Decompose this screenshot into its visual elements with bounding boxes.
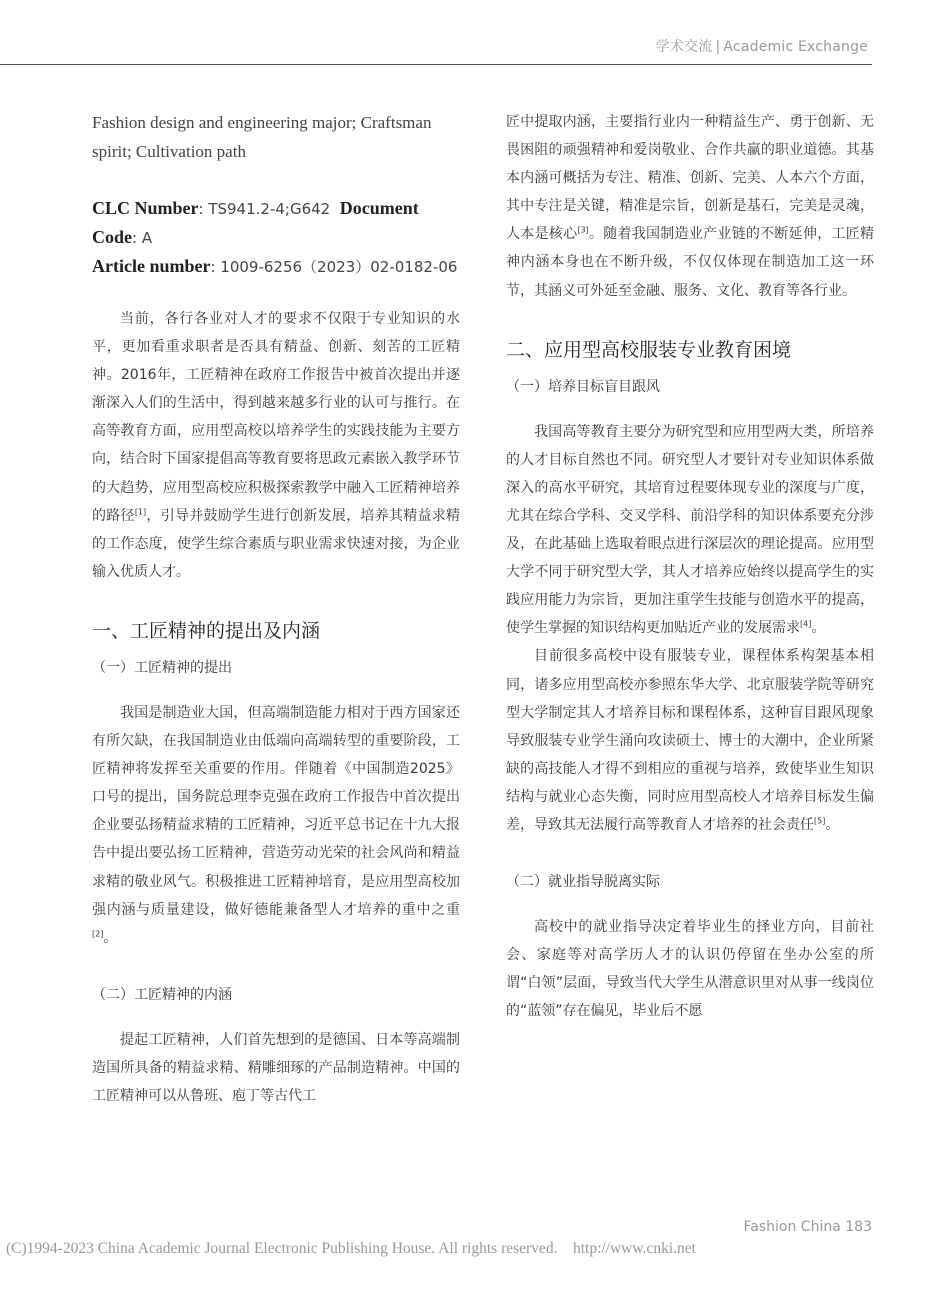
page-footer <box>744 1219 872 1235</box>
journal-name: Fashion China <box>743 1219 841 1235</box>
doc-label: Document Code <box>92 198 419 247</box>
paragraph-1-2-cont-text: 匠中提取内涵，主要指行业内一种精益生产、勇于创新、无畏困阻的顽强精神和爱岗敬业、合作共赢的职业道德。其基本内涵可概括为专注、精准、创新、完美、人本六个方面，其中专注是关键，精准是宗旨，创新是基石，完美是灵魂，人本是核心 <box>506 114 874 243</box>
paragraph-2-2 <box>506 642 874 839</box>
clc-label: CLC Number <box>92 198 199 218</box>
running-header <box>656 36 868 56</box>
header-section-en: Academic Exchange <box>723 39 868 55</box>
paragraph-1-1-tail: 。 <box>103 929 118 946</box>
cnki-url[interactable]: http://www.cnki.net <box>572 1240 696 1257</box>
subsection-1-2-heading: （二）工匠精神的内涵 <box>92 986 232 1003</box>
clc-line: CLC Number: TS941.2-4;G642 Document Code: A <box>92 198 419 247</box>
section-2-heading: 二、应用型高校服装专业教育困境 <box>506 338 792 361</box>
paragraph-2-1-text: 我国高等教育主要分为研究型和应用型两大类，所培养的人才目标自然也不同。研究型人才要针对专业知识体系做深入的高水平研究，其培育过程要体现专业的深度与广度，尤其在综合学科、交叉学科、前沿学科的知识体系要充分涉及，在此基础上选取着眼点进行深层次的理论提高。应用型大学不同于研究型大学，其人才培养应始终以提高学生的实践应用能力为宗旨，更加注重学生技能与创造水平的提高，使学生掌握的知识结构更加贴近产业的发展需求 <box>506 423 874 637</box>
clc-value: TS941.2-4;G642 <box>208 200 331 218</box>
header-section-cn: 学术交流 <box>655 39 713 55</box>
paragraph-2-3: 高校中的就业指导决定着毕业生的择业方向，目前社会、家庭等对高学历人才的认识仍停留在坐办公室的所谓“白领”层面，导致当代大学生从潜意识里对从事一线岗位的“蓝领”存在偏见，毕业后不愿 <box>506 919 874 1020</box>
article-meta <box>92 194 460 281</box>
subsection-2-1-heading: （一）培养目标盲目跟风 <box>506 378 660 395</box>
keywords-en: Fashion design and engineering major; Craftsman spirit; Cultivation path <box>92 113 432 161</box>
ref-5[interactable]: [5] <box>814 816 826 826</box>
article-label: Article number <box>92 256 211 276</box>
paragraph-2-1 <box>506 418 874 643</box>
subsection-1-1-heading: （一）工匠精神的提出 <box>92 659 232 676</box>
spacer <box>506 839 874 861</box>
paragraph-1-2-cont-tail: 。随着我国制造业产业链的不断延伸，工匠精神内涵本身也在不断升级，不仅仅体现在制造加工这一环节，其涵义可外延至金融、服务、文化、教育等各行业。 <box>506 226 875 299</box>
ref-4[interactable]: [4] <box>800 619 812 629</box>
ref-1[interactable]: [1] <box>134 507 147 516</box>
article-line: Article number: 1009-6256（2023）02-0182-06 <box>92 256 458 276</box>
paragraph-1-2-cont <box>506 108 874 305</box>
paragraph-2-2-text: 目前很多高校中设有服装专业，课程体系构架基本相同，诸多应用型高校亦参照东华大学、北京服装学院等研究型大学制定其人才培养目标和课程体系，这种盲目跟风现象导致服装专业学生涌向攻读硕士、博士的大潮中，企业所紧缺的高技能人才得不到相应的重视与培养，致使毕业生知识结构与就业心态失衡，同时应用型高校人才培养目标发生偏差，导致其无法履行高等教育人才培养的社会责任 <box>506 648 874 833</box>
intro-tail: ，引导并鼓励学生进行创新发展，培养其精益求精的工作态度，使学生综合素质与职业需求快速对接，为企业输入优质人才。 <box>92 507 461 580</box>
page-number: 183 <box>845 1219 872 1235</box>
ref-2[interactable]: [2] <box>92 929 104 939</box>
subsection-2-2-heading: （二）就业指导脱离实际 <box>506 874 660 891</box>
ref-3[interactable]: [3] <box>577 225 589 235</box>
intro-text: 当前，各行各业对人才的要求不仅限于专业知识的水平，更加看重求职者是否具有精益、创新、刻苦的工匠精神。2016年，工匠精神在政府工作报告中被首次提出并逐渐深入人们的生活中，得到越来越多行业的认可与推行。在高等教育方面，应用型高校以培养学生的实践技能为主要方向，结合时下国家提倡高等教育要将思政元素嵌入教学环节的大趋势，应用型高校应积极探索教学中融入工匠精神培养的路径 <box>92 311 460 524</box>
paragraph-2-1-tail: 。 <box>811 620 826 637</box>
paragraph-1-2: 提起工匠精神，人们首先想到的是德国、日本等高端制造国所具备的精益求精、精雕细琢的产品制造精神。中国的工匠精神可以从鲁班、庖丁等古代工 <box>92 1031 460 1104</box>
copyright-text: (C)1994-2023 China Academic Journal Electronic Publishing House. All rights reserved. <box>6 1240 558 1257</box>
header-rule <box>0 64 872 65</box>
spacer <box>92 952 460 974</box>
paragraph-2-2-tail: 。 <box>825 816 840 833</box>
doc-value: A <box>141 229 153 247</box>
header-separator: | <box>715 39 721 55</box>
section-1-heading: 一、工匠精神的提出及内涵 <box>92 619 321 642</box>
paragraph-1-1 <box>92 699 460 952</box>
intro-paragraph <box>92 305 460 586</box>
right-column <box>506 108 874 1025</box>
paragraph-1-1-text: 我国是制造业大国，但高端制造能力相对于西方国家还有所欠缺，在我国制造业由低端向高端转型的重要阶段，工匠精神将发挥至关重要的作用。伴随着《中国制造2025》口号的提出，国务院总理李克强在政府工作报告中首次提出企业要弘扬精益求精的工匠精神，习近平总书记在十九大报告中提出要弘扬工匠精神，营造劳动光荣的社会风尚和精益求精的敬业风气。积极推进工匠精神培育，是应用型高校加强内涵与质量建设，做好德能兼备型人才培养的重中之重 <box>92 704 460 918</box>
left-column <box>92 108 460 1110</box>
copyright-line <box>6 1240 696 1258</box>
article-value: 1009-6256（2023）02-0182-06 <box>220 258 458 276</box>
